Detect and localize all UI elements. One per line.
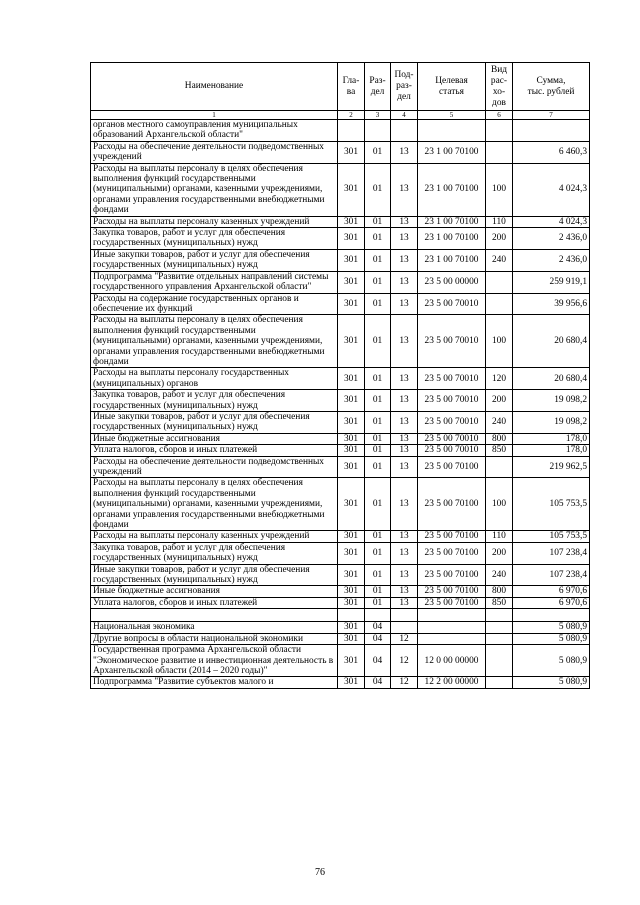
column-number: 7 [513, 111, 590, 120]
cell-razdel: 01 [365, 433, 391, 444]
cell-razdel: 01 [365, 542, 391, 564]
cell-summa: 19 098,2 [513, 411, 590, 433]
empty-cell [486, 609, 513, 622]
cell-vid: 110 [486, 216, 513, 227]
table-row [91, 586, 590, 597]
cell-razdel: 04 [365, 633, 391, 644]
column-number: 2 [338, 111, 365, 120]
cell-razdel: 01 [365, 141, 391, 163]
cell-name: Подпрограмма "Развитие субъектов малого и [91, 677, 338, 688]
cell-glava: 301 [338, 633, 365, 644]
empty-cell [338, 609, 365, 622]
cell-podrazdel: 13 [391, 531, 418, 542]
cell-razdel: 01 [365, 315, 391, 368]
cell-razdel [365, 120, 391, 142]
cell-name: Иные закупки товаров, работ и услуг для обеспечения государственных (муниципальных) нужд [91, 564, 338, 586]
cell-statya: 23 5 00 70100 [418, 478, 486, 531]
column-number-row [91, 111, 590, 120]
table-row [91, 456, 590, 478]
table-row [91, 542, 590, 564]
table-row [91, 228, 590, 250]
cell-podrazdel [391, 622, 418, 633]
cell-podrazdel: 13 [391, 163, 418, 216]
cell-razdel: 01 [365, 228, 391, 250]
empty-cell [365, 609, 391, 622]
table-row [91, 249, 590, 271]
cell-glava: 301 [338, 141, 365, 163]
cell-summa: 19 098,2 [513, 390, 590, 412]
cell-name: Иные закупки товаров, работ и услуг для обеспечения государственных (муниципальных) нужд [91, 411, 338, 433]
header-row [91, 63, 590, 111]
cell-name: Другие вопросы в области национальной экономики [91, 633, 338, 644]
header-podrazdel: Под- раз- дел [391, 63, 418, 111]
cell-razdel: 01 [365, 216, 391, 227]
cell-summa: 20 680,4 [513, 315, 590, 368]
cell-vid: 100 [486, 478, 513, 531]
cell-statya: 12 0 00 00000 [418, 645, 486, 677]
cell-statya: 23 1 00 70100 [418, 249, 486, 271]
cell-statya: 23 5 00 70010 [418, 445, 486, 456]
cell-summa: 5 080,9 [513, 633, 590, 644]
cell-vid: 240 [486, 249, 513, 271]
budget-table [90, 62, 590, 689]
cell-vid: 240 [486, 564, 513, 586]
cell-podrazdel: 13 [391, 433, 418, 444]
cell-glava [338, 120, 365, 142]
cell-statya [418, 633, 486, 644]
cell-podrazdel: 13 [391, 586, 418, 597]
cell-summa: 2 436,0 [513, 228, 590, 250]
cell-glava: 301 [338, 163, 365, 216]
table-row [91, 633, 590, 644]
table-row [91, 315, 590, 368]
cell-name: Расходы на выплаты персоналу в целях обеспечения выполнения функций государственными (муниципальными) органами, казенными учреждениями, органами управления государственными внебюджетными фондами [91, 163, 338, 216]
cell-glava: 301 [338, 445, 365, 456]
header-glava: Гла- ва [338, 63, 365, 111]
cell-podrazdel: 13 [391, 141, 418, 163]
cell-name: Расходы на обеспечение деятельности подведомственных учреждений [91, 141, 338, 163]
cell-glava: 301 [338, 531, 365, 542]
cell-statya: 23 1 00 70100 [418, 216, 486, 227]
cell-name: Закупка товаров, работ и услуг для обеспечения государственных (муниципальных) нужд [91, 228, 338, 250]
cell-podrazdel: 13 [391, 542, 418, 564]
cell-podrazdel: 13 [391, 411, 418, 433]
cell-summa: 6 970,6 [513, 597, 590, 608]
cell-statya: 23 5 00 70010 [418, 368, 486, 390]
column-number: 6 [486, 111, 513, 120]
header-vid: Вид рас- хо- дов [486, 63, 513, 111]
table-row [91, 120, 590, 142]
cell-razdel: 01 [365, 456, 391, 478]
cell-podrazdel: 13 [391, 293, 418, 315]
cell-statya: 23 1 00 70100 [418, 228, 486, 250]
table-row [91, 564, 590, 586]
table-row [91, 411, 590, 433]
cell-glava: 301 [338, 390, 365, 412]
cell-name: Уплата налогов, сборов и иных платежей [91, 445, 338, 456]
header-statya: Целевая статья [418, 63, 486, 111]
empty-cell [418, 609, 486, 622]
cell-name: Закупка товаров, работ и услуг для обеспечения государственных (муниципальных) нужд [91, 542, 338, 564]
cell-statya [418, 622, 486, 633]
cell-razdel: 01 [365, 411, 391, 433]
cell-name: Иные бюджетные ассигнования [91, 433, 338, 444]
cell-name: Уплата налогов, сборов и иных платежей [91, 597, 338, 608]
cell-name: Расходы на выплаты персоналу государственных (муниципальных) органов [91, 368, 338, 390]
cell-name: органов местного самоуправления муниципальных образований Архангельской области" [91, 120, 338, 142]
cell-vid [486, 633, 513, 644]
cell-glava: 301 [338, 586, 365, 597]
cell-vid: 100 [486, 163, 513, 216]
cell-name: Иные закупки товаров, работ и услуг для обеспечения государственных (муниципальных) нужд [91, 249, 338, 271]
cell-statya: 23 5 00 70010 [418, 433, 486, 444]
cell-glava: 301 [338, 456, 365, 478]
cell-summa: 20 680,4 [513, 368, 590, 390]
cell-summa: 178,0 [513, 433, 590, 444]
cell-vid: 200 [486, 390, 513, 412]
table-row [91, 478, 590, 531]
cell-podrazdel: 13 [391, 315, 418, 368]
cell-vid [486, 271, 513, 293]
table-row [91, 216, 590, 227]
cell-statya: 23 5 00 70100 [418, 586, 486, 597]
cell-razdel: 01 [365, 478, 391, 531]
cell-razdel: 01 [365, 368, 391, 390]
cell-summa: 105 753,5 [513, 478, 590, 531]
cell-vid: 200 [486, 542, 513, 564]
table-row [91, 445, 590, 456]
table-row [91, 677, 590, 688]
table-row [91, 433, 590, 444]
cell-vid: 800 [486, 433, 513, 444]
page-number: 76 [315, 867, 325, 878]
column-number: 1 [91, 111, 338, 120]
cell-name: Расходы на выплаты персоналу казенных учреждений [91, 531, 338, 542]
cell-glava: 301 [338, 645, 365, 677]
cell-glava: 301 [338, 622, 365, 633]
cell-vid: 240 [486, 411, 513, 433]
header-name: Наименование [91, 63, 338, 111]
cell-podrazdel: 13 [391, 445, 418, 456]
table-row [91, 531, 590, 542]
cell-statya: 23 5 00 70010 [418, 411, 486, 433]
table-row [91, 368, 590, 390]
cell-podrazdel: 13 [391, 271, 418, 293]
cell-glava: 301 [338, 433, 365, 444]
cell-razdel: 01 [365, 163, 391, 216]
cell-summa: 107 238,4 [513, 564, 590, 586]
table-row [91, 141, 590, 163]
cell-name: Расходы на обеспечение деятельности подведомственных учреждений [91, 456, 338, 478]
cell-glava: 301 [338, 271, 365, 293]
cell-glava: 301 [338, 564, 365, 586]
cell-razdel: 01 [365, 293, 391, 315]
cell-glava: 301 [338, 228, 365, 250]
cell-vid: 850 [486, 597, 513, 608]
cell-statya: 23 5 00 70010 [418, 390, 486, 412]
cell-statya: 23 5 00 70100 [418, 597, 486, 608]
cell-summa: 107 238,4 [513, 542, 590, 564]
cell-vid: 200 [486, 228, 513, 250]
cell-podrazdel [391, 120, 418, 142]
cell-statya: 23 5 00 70100 [418, 564, 486, 586]
cell-summa: 2 436,0 [513, 249, 590, 271]
empty-cell [513, 609, 590, 622]
cell-name: Государственная программа Архангельской области "Экономическое развитие и инвестиционная деятельность в Архангельской области (2014 – 2020 годы)" [91, 645, 338, 677]
cell-glava: 301 [338, 478, 365, 531]
table-row [91, 271, 590, 293]
cell-summa: 39 956,6 [513, 293, 590, 315]
table-row [91, 163, 590, 216]
cell-glava: 301 [338, 249, 365, 271]
cell-name: Национальная экономика [91, 622, 338, 633]
table-row [91, 293, 590, 315]
cell-vid: 110 [486, 531, 513, 542]
cell-glava: 301 [338, 315, 365, 368]
cell-razdel: 04 [365, 677, 391, 688]
cell-podrazdel: 13 [391, 249, 418, 271]
table-row [91, 609, 590, 622]
cell-statya: 23 5 00 70010 [418, 315, 486, 368]
cell-glava: 301 [338, 597, 365, 608]
cell-podrazdel: 12 [391, 645, 418, 677]
cell-summa: 178,0 [513, 445, 590, 456]
cell-podrazdel: 13 [391, 228, 418, 250]
cell-podrazdel: 13 [391, 564, 418, 586]
cell-summa: 5 080,9 [513, 622, 590, 633]
cell-razdel: 01 [365, 390, 391, 412]
cell-name: Расходы на содержание государственных органов и обеспечение их функций [91, 293, 338, 315]
table-body [91, 120, 590, 689]
cell-summa: 259 919,1 [513, 271, 590, 293]
cell-razdel: 01 [365, 445, 391, 456]
column-number: 4 [391, 111, 418, 120]
table-row [91, 622, 590, 633]
cell-podrazdel: 12 [391, 677, 418, 688]
cell-glava: 301 [338, 293, 365, 315]
column-number: 3 [365, 111, 391, 120]
cell-summa: 219 962,5 [513, 456, 590, 478]
cell-statya: 23 5 00 70010 [418, 293, 486, 315]
cell-name: Иные бюджетные ассигнования [91, 586, 338, 597]
cell-glava: 301 [338, 542, 365, 564]
cell-vid: 800 [486, 586, 513, 597]
cell-glava: 301 [338, 411, 365, 433]
cell-vid [486, 120, 513, 142]
cell-statya: 12 2 00 00000 [418, 677, 486, 688]
cell-name: Расходы на выплаты персоналу в целях обеспечения выполнения функций государственными (муниципальными) органами, казенными учреждениями, органами управления государственными внебюджетными фондами [91, 315, 338, 368]
cell-razdel: 01 [365, 564, 391, 586]
table-row [91, 390, 590, 412]
empty-cell [91, 609, 338, 622]
cell-razdel: 01 [365, 597, 391, 608]
cell-name: Расходы на выплаты персоналу казенных учреждений [91, 216, 338, 227]
cell-razdel: 01 [365, 531, 391, 542]
cell-razdel: 01 [365, 271, 391, 293]
cell-podrazdel: 12 [391, 633, 418, 644]
header-razdel: Раз- дел [365, 63, 391, 111]
cell-podrazdel: 13 [391, 597, 418, 608]
cell-summa: 6 460,3 [513, 141, 590, 163]
cell-summa: 105 753,5 [513, 531, 590, 542]
cell-statya: 23 5 00 70100 [418, 456, 486, 478]
cell-glava: 301 [338, 368, 365, 390]
cell-statya [418, 120, 486, 142]
cell-summa: 5 080,9 [513, 677, 590, 688]
cell-podrazdel: 13 [391, 390, 418, 412]
cell-glava: 301 [338, 216, 365, 227]
cell-statya: 23 5 00 00000 [418, 271, 486, 293]
cell-vid: 850 [486, 445, 513, 456]
cell-summa: 4 024,3 [513, 163, 590, 216]
cell-statya: 23 1 00 70100 [418, 163, 486, 216]
cell-statya: 23 5 00 70100 [418, 542, 486, 564]
cell-vid [486, 293, 513, 315]
cell-podrazdel: 13 [391, 478, 418, 531]
cell-summa: 5 080,9 [513, 645, 590, 677]
cell-vid [486, 141, 513, 163]
cell-summa: 4 024,3 [513, 216, 590, 227]
cell-razdel: 01 [365, 249, 391, 271]
cell-vid: 120 [486, 368, 513, 390]
cell-summa: 6 970,6 [513, 586, 590, 597]
cell-vid: 100 [486, 315, 513, 368]
cell-razdel: 04 [365, 645, 391, 677]
cell-name: Подпрограмма "Развитие отдельных направлений системы государственного управления Архангельской области" [91, 271, 338, 293]
cell-razdel: 04 [365, 622, 391, 633]
column-number: 5 [418, 111, 486, 120]
empty-cell [391, 609, 418, 622]
cell-statya: 23 1 00 70100 [418, 141, 486, 163]
cell-vid [486, 622, 513, 633]
cell-glava: 301 [338, 677, 365, 688]
cell-vid [486, 677, 513, 688]
cell-statya: 23 5 00 70100 [418, 531, 486, 542]
cell-vid [486, 645, 513, 677]
cell-vid [486, 456, 513, 478]
table-row [91, 597, 590, 608]
cell-summa [513, 120, 590, 142]
table-row [91, 645, 590, 677]
cell-podrazdel: 13 [391, 216, 418, 227]
cell-podrazdel: 13 [391, 456, 418, 478]
cell-name: Расходы на выплаты персоналу в целях обеспечения выполнения функций государственными (муниципальными) органами, казенными учреждениями, органами управления государственными внебюджетными фондами [91, 478, 338, 531]
cell-name: Закупка товаров, работ и услуг для обеспечения государственных (муниципальных) нужд [91, 390, 338, 412]
cell-razdel: 01 [365, 586, 391, 597]
cell-podrazdel: 13 [391, 368, 418, 390]
header-summa: Сумма, тыс. рублей [513, 63, 590, 111]
